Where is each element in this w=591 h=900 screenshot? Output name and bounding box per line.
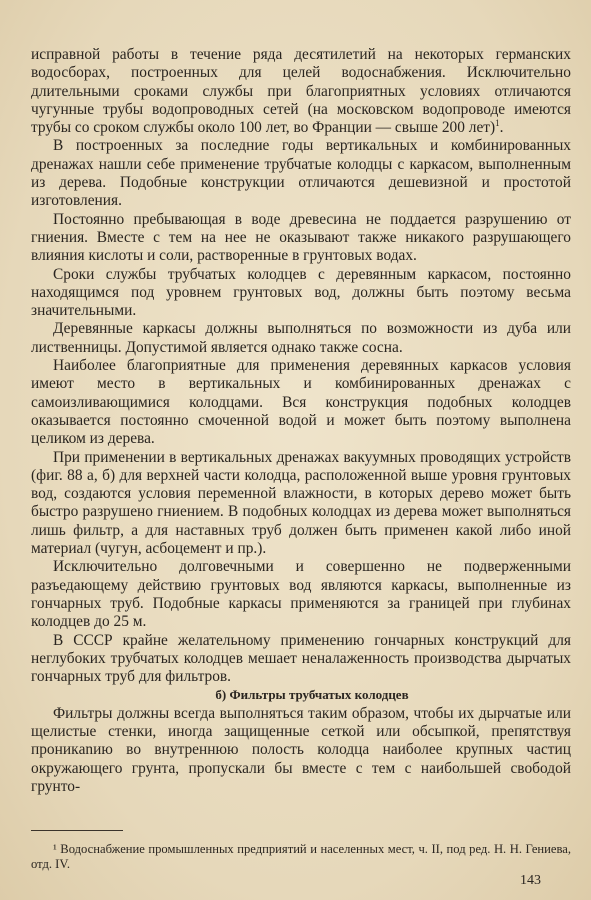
paragraph-7: При применении в вертикальных дренажах вакуумных проводящих устройств (фиг. 88 а, б) для верхней части колодца, расположенной выше уровня грунтовых вод, создаются условия переменной влажности, в которых дерево может быть быстро разрушено гниением. В подобных колодцах из дерева может выполняться лишь фильтр, а для наставных труб должен быть применен какой либо иной материал (чугун, асбоцемент и пр.). [31, 448, 571, 558]
footnote-divider [31, 830, 123, 831]
paragraph-1-text: исправной работы в течение ряда десятилетий на некоторых германских водосборах, построенных для целей водоснабжения. Исключительно длительными сроками службы при благоприятных условиях отличаются чугунные трубы водопроводных сетей (на московском водопроводе имеются трубы со сроком службы около 100 лет, во Франции — свыше 200 лет) [31, 46, 571, 137]
paragraph-9: В СССР крайне желательному применению гончарных конструкций для неглубоких трубчатых колодцев мешает неналаженность производства дырчатых гончарных труб для фильтров. [31, 631, 571, 686]
footnote-ref[interactable]: 1 [495, 118, 500, 129]
paragraph-2: В построенных за последние годы вертикальных и комбинированных дренажах нашли себе применение трубчатые колодцы с каркасом, выполненным из дерева. Подобные конструкции отличаются дешевизной и простотой изготовления. [31, 137, 571, 210]
page-number: 143 [520, 873, 541, 888]
footnote: ¹ Водоснабжение промышленных предприятий и населенных мест, ч. II, под ред. Н. Н. Гениева, отд. IV. [31, 842, 571, 871]
paragraph-4: Сроки службы трубчатых колодцев с деревянным каркасом, постоянно находящимся под уровнем грунтовых вод, должны быть поэтому весьма значительными. [31, 265, 571, 320]
paragraph-6: Наиболее благоприятные для применения деревянных каркасов условия имеют место в вертикальных и комбинированных дренажах с самоизливающимися колодцами. Вся конструкция подобных колодцев оказывается постоянно смоченной водой и может быть поэтому выполнена целиком из дерева. [31, 357, 571, 448]
paragraph-3: Постоянно пребывающая в воде древесина не поддается разрушению от гниения. Вместе с тем на нее не оказывают также никакого разрушающего влияния кислоты и соли, растворенные в грунтовых водах. [31, 210, 571, 265]
paragraph-5: Деревянные каркасы должны выполняться по возможности из дуба или лиственницы. Допустимой является однако также сосна. [31, 320, 571, 356]
paragraph-1: исправной работы в течение ряда десятилетий на некоторых германских водосборах, построенных для целей водоснабжения. Исключительно длительными сроками службы при благоприятных условиях отличаются чугунные трубы водопроводных сетей (на московском водопроводе имеются трубы со сроком службы около 100 лет, во Франции — свыше 200 лет)$^1$. [31, 46, 571, 137]
body-text [31, 46, 571, 796]
paragraph-8: Исключительно долговечными и совершенно не подверженными разъедающему действию грунтовых вод являются каркасы, выполненные из гончарных труб. Подобные каркасы применяются за границей при глубинах колодцев до 25 м. [31, 558, 571, 631]
paragraph-10: Фильтры должны всегда выполняться таким образом, чтобы их дырчатые или щелистые стенки, иногда защищенные сеткой или обсыпкой, препятствуя проникanию во внутреннюю полость колодца наиболее крупных частиц окружающего грунта, пропускали бы вместе с тем с наибольшей свободой грунто- [31, 704, 571, 795]
section-heading: б) Фильтры трубчатых колодцев [215, 687, 409, 703]
